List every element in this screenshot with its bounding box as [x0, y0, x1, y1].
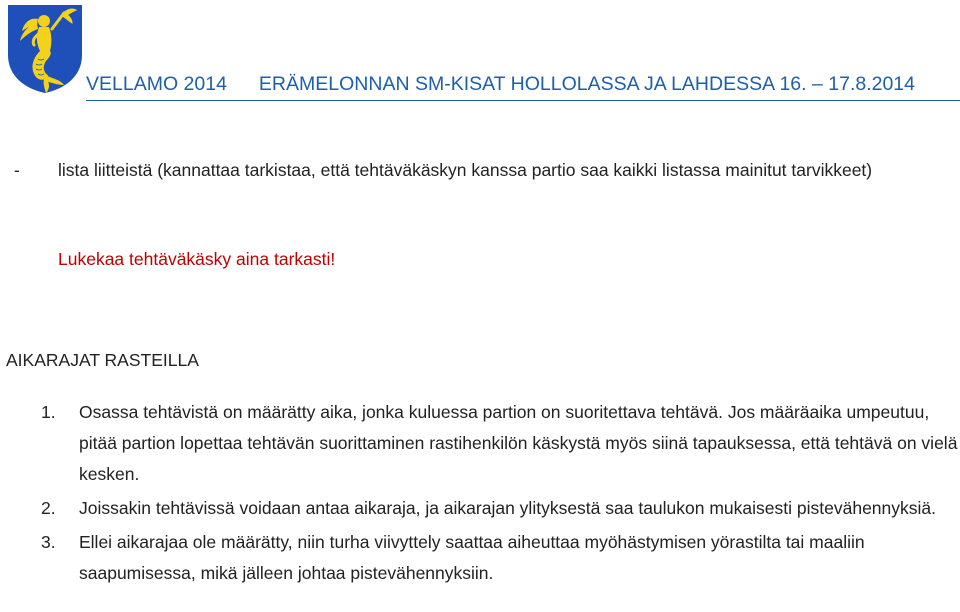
rule-number: 1.	[41, 402, 56, 422]
rule-item	[6, 527, 958, 589]
header-title: VELLAMO 2014	[86, 73, 227, 95]
rule-number: 3.	[41, 532, 56, 552]
warning-text: Lukekaa tehtäväkäsky aina tarkasti!	[58, 249, 336, 269]
rule-item	[6, 397, 958, 490]
header-subtitle: ERÄMELONNAN SM-KISAT HOLLOLASSA JA LAHDESSA 16. – 17.8.2014	[258, 73, 915, 95]
dash-list-text: lista liitteistä (kannattaa tarkistaa, että tehtäväkäskyn kanssa partio saa kaikki listassa mainitut tarvikkeet)	[58, 160, 873, 180]
rule-text: Osassa tehtävistä on määrätty aika, jonka kuluessa partion on suoritettava tehtävä. Jos määräaika umpeutuu, pitää partion lopettaa tehtävän suorittaminen rastihenkilön käskystä myös siinä tapauksessa, että tehtävä on vielä kesken.	[79, 402, 958, 484]
document-header	[86, 73, 915, 96]
rule-text: Joissakin tehtävissä voidaan antaa aikaraja, ja aikarajan ylityksestä saa taulukon mukaisesti pistevähennyksiä.	[79, 498, 936, 518]
section-title: AIKARAJAT RASTEILLA	[6, 350, 199, 370]
rule-text: Ellei aikarajaa ole määrätty, niin turha viivyttely saattaa aiheuttaa myöhästymisen yörastilta tai maaliin saapumisessa, mikä jälleen johtaa pistevähennyksiin.	[79, 532, 865, 583]
rules-list	[6, 397, 958, 592]
dash-marker: -	[14, 160, 20, 180]
dash-list-item	[14, 155, 954, 186]
mermaid-crest-icon	[6, 3, 84, 95]
header-divider	[86, 100, 960, 101]
rule-item	[6, 493, 958, 524]
rule-number: 2.	[41, 498, 56, 518]
